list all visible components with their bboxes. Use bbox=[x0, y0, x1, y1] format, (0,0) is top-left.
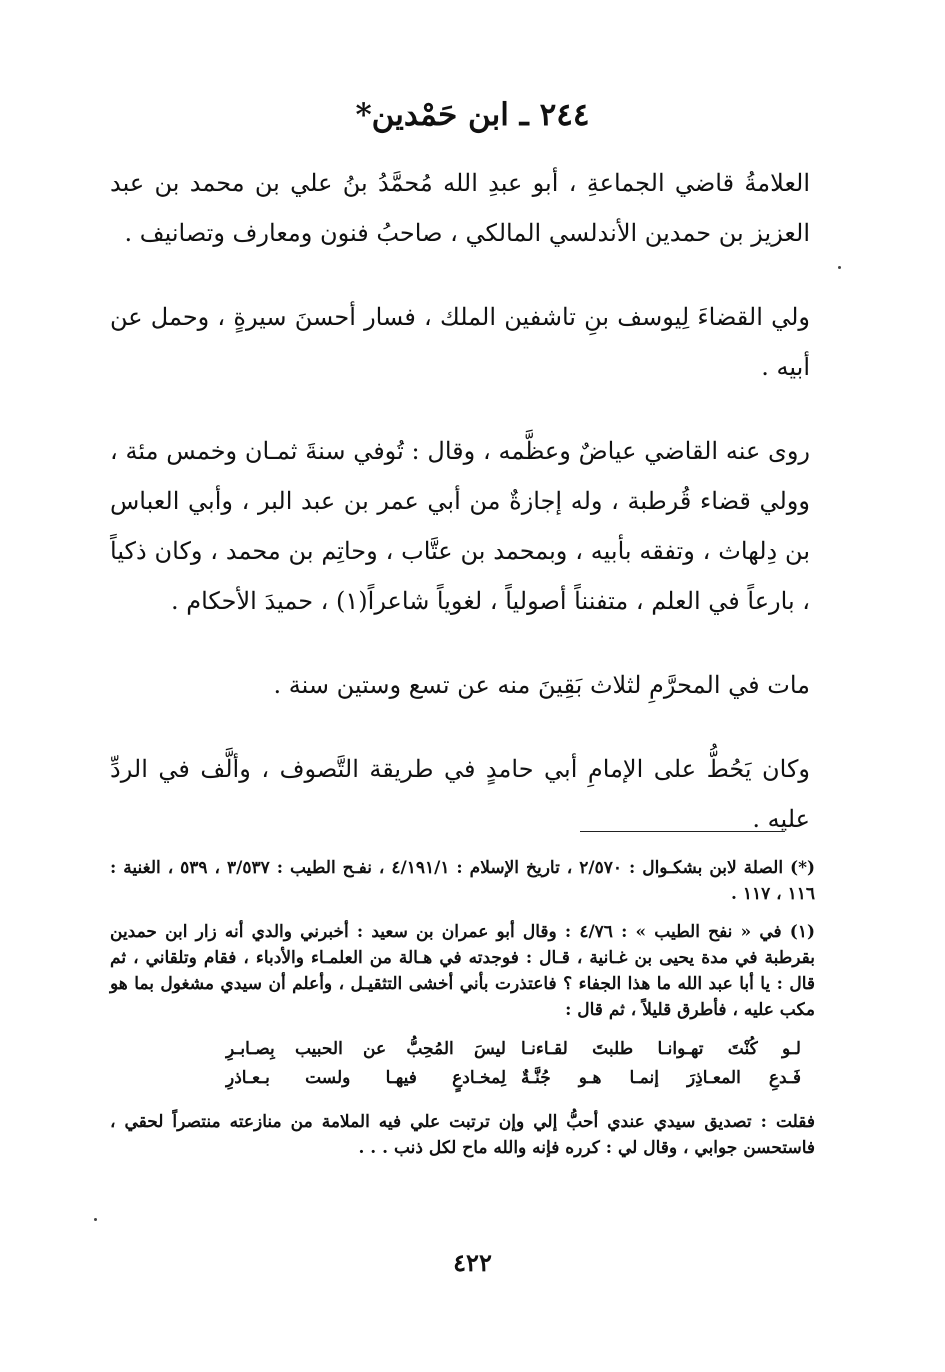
footnote-divider bbox=[580, 831, 785, 832]
footnote-closing: فقلت : تصديق سيدي عندي أحبُّ إلي وإن ترتبت علي فيه الملامة من منازعته منتصراً لحقي ، فاستحسن جوابي ، وقال لي : كرره فإنه والله ماح لكل ذنب . . . bbox=[110, 1112, 815, 1158]
poem-verses bbox=[110, 1035, 815, 1093]
paragraph-judgeship: ولي القضاءَ لِيوسف بنِ تاشفين الملك ، فسار أحسنَ سيرةٍ ، وحمل عن أبيه . bbox=[110, 303, 810, 381]
paragraph-narration: روى عنه القاضي عياضٌ وعظَّمه ، وقال : تُوفي سنةَ ثمـان وخمس مئة ، وولي قضاء قُرطبة ، وله إجازةٌ من أبي عمر بن عبد البر ، وأبي العباس بن دِلهاث ، وتفقه بأبيه ، وبمحمد بن عتَّاب ، وحاتِم بن محمد ، وكان ذكياً ، بارعاً في العلم ، متفنناً أصولياً ، لغوياً شاعراً(١) ، حميدَ الأحكام . bbox=[110, 437, 810, 615]
verse-line bbox=[226, 1035, 801, 1064]
paragraph-critique: وكان يَحُطُّ على الإمامِ أبي حامدٍ في طريقة التَّصوف ، وألَّف في الردِّ عليه . bbox=[110, 755, 810, 833]
verse-first-hemistich: فَـدعِ المعـاذِرَ إنمـا هـو جُنَّـةٌ bbox=[521, 1068, 801, 1088]
verse-first-hemistich: لـو كُنْتَ تهـوانـا طلبتَ لقـاءنـا bbox=[521, 1039, 801, 1059]
verse-second-hemistich: ليسَ المُحِبُّ عن الحبيب بِصـابـرِ bbox=[226, 1039, 506, 1059]
paragraph-lineage: العلامةُ قاضي الجماعةِ ، أبو عبدِ الله مُحمَّدُ بنُ علي بن محمد بن عبد العزيز بن حمدين الأندلسي المالكي ، صاحبُ فنون ومعارف وتصانيف . bbox=[110, 169, 811, 247]
scan-speck bbox=[838, 266, 841, 269]
page-number: ٤٢٢ bbox=[453, 1248, 492, 1277]
biography-body bbox=[110, 158, 810, 844]
verse-line bbox=[226, 1064, 801, 1093]
footnotes bbox=[110, 855, 815, 1173]
paragraph-death: مات في المحرَّمِ لثلاث بَقِينَ منه عن تسع وستين سنة . bbox=[273, 671, 810, 699]
scan-speck bbox=[94, 1218, 97, 1221]
footnote-1: (١) في « نفح الطيب » : ٤/٧٦ : وقال أبو عمران بن سعيد : أخبرني والدي أنه زار ابن حمدين بقرطبة في مدة يحيى بن غـانية ، قـال : فوجدته في هـالة من العلمـاء والأدباء ، فقام وتلقاني ، ثم قال : يا أبا عبد الله ما هذا الجفاء ؟ فاعتذرت بأني أخشى التثقيـل ، وأعلم أن سيدي مشغول بما هو مكب عليه ، فأطرق قليلاً ، ثم قال : bbox=[110, 922, 815, 1020]
verse-second-hemistich: لِمخـادعٍ فيهـا ولست بـعـاذرِ bbox=[226, 1068, 506, 1088]
footnote-sources: (*) الصلة لابن بشكـوال : ٢/٥٧٠ ، تاريخ الإسلام : ٤/١٩١/١ ، نفـح الطيب : ٣/٥٣٧ ، ٥٣٩ ، الغنية : ١١٦ ، ١١٧ . bbox=[110, 858, 816, 904]
biography-heading: ٢٤٤ ـ ابن حَمْدين* bbox=[355, 97, 590, 133]
